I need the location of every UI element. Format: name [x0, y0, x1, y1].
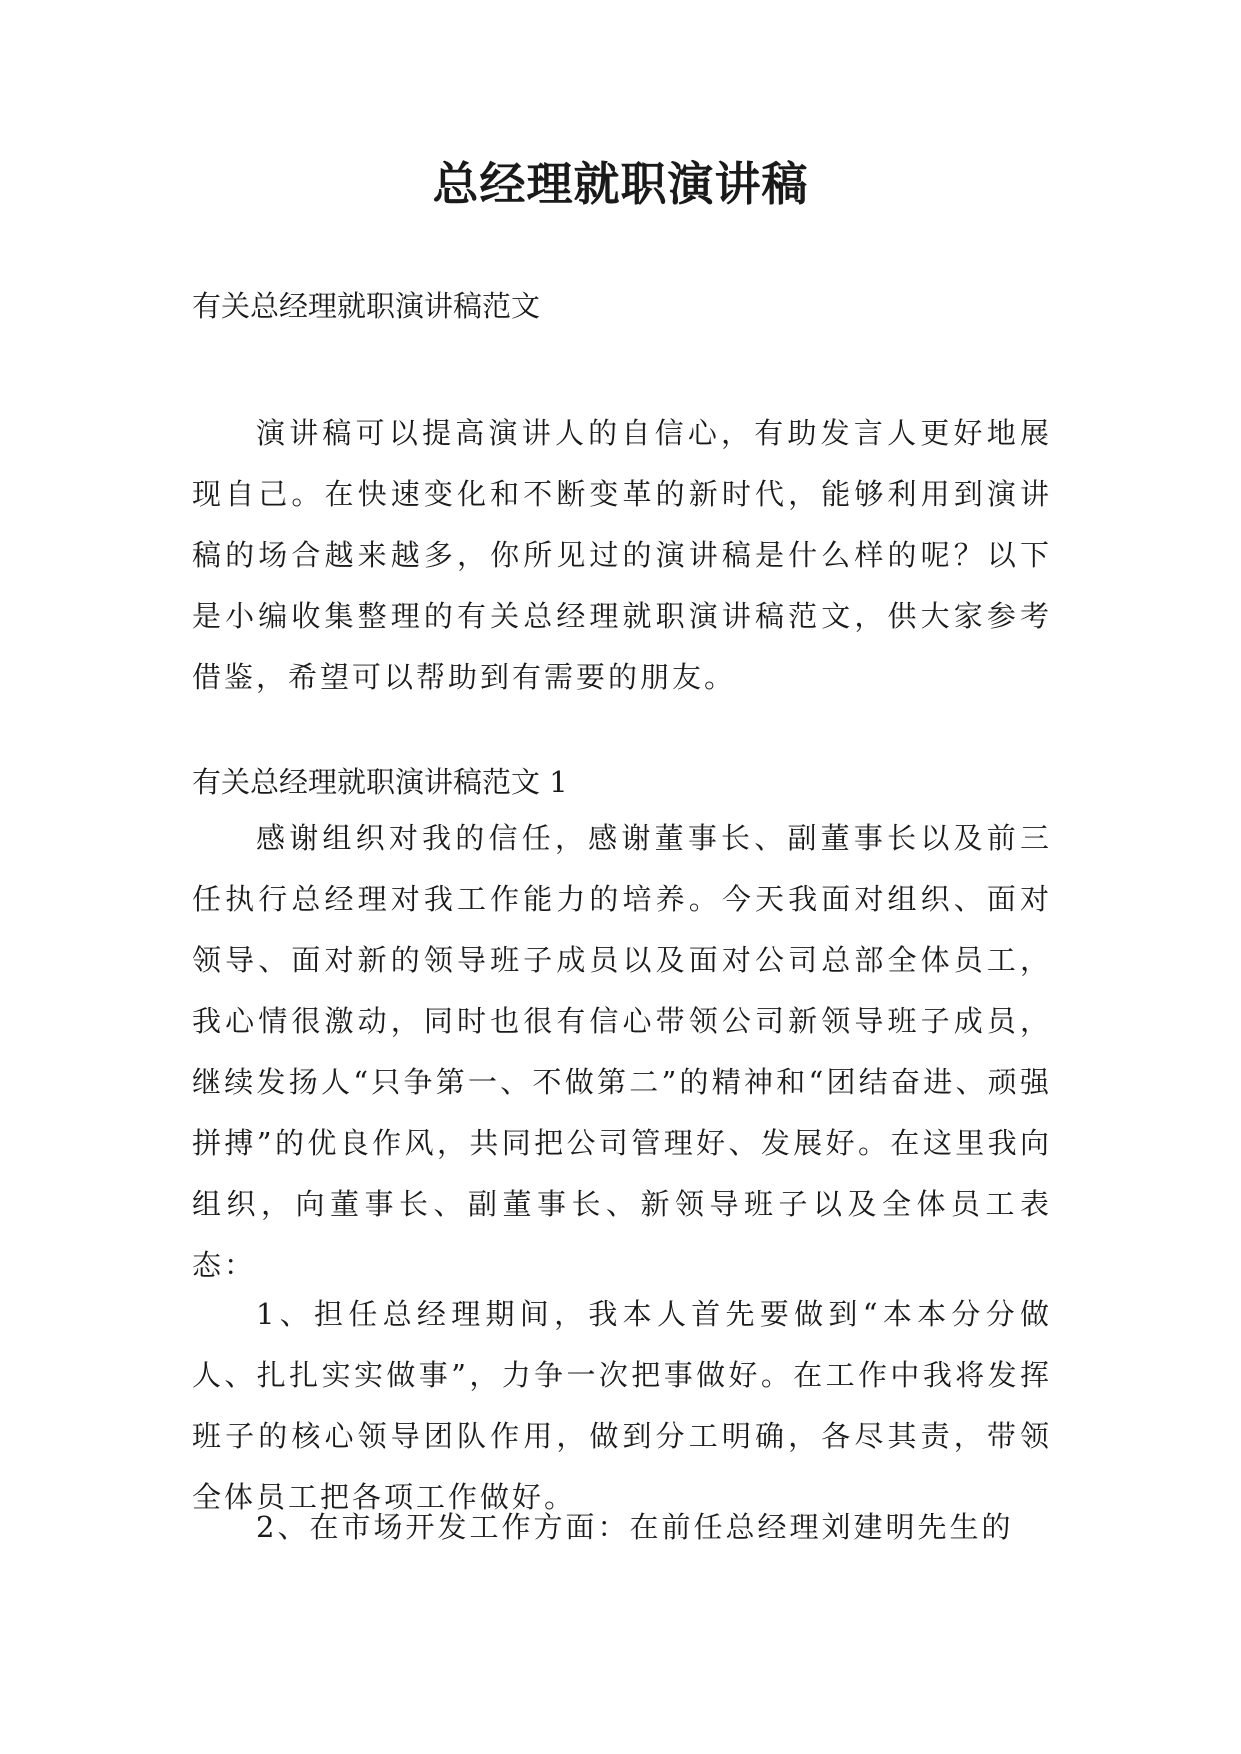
- body-paragraph: 感谢组织对我的信任，感谢董事长、副董事长以及前三任执行总经理对我工作能力的培养。今天我面对组织、面对领导、面对新的领导班子成员以及面对公司总部全体员工，我心情很激动，同时也很有信心带领公司新领导班子成员，继续发扬人“只争第一、不做第二”的精神和“团结奋进、顽强拼搏”的优良作风，共同把公司管理好、发展好。在这里我向组织，向董事长、副董事长、新领导班子以及全体员工表态：: [192, 821, 1052, 1282]
- intro-paragraph: 演讲稿可以提高演讲人的自信心，有助发言人更好地展现自己。在快速变化和不断变革的新时代，能够利用到演讲稿的场合越来越多，你所见过的演讲稿是什么样的呢？以下是小编收集整理的有关总经理就职演讲稿范文，供大家参考借鉴，希望可以帮助到有需要的朋友。: [192, 416, 1052, 694]
- body-paragraph: 1、担任总经理期间，我本人首先要做到“本本分分做人、扎扎实实做事”，力争一次把事做好。在工作中我将发挥班子的核心领导团队作用，做到分工明确，各尽其责，带领全体员工把各项工作做好。: [192, 1297, 1052, 1514]
- body-paragraph: 2、在市场开发工作方面：在前任总经理刘建明先生的: [256, 1510, 1014, 1544]
- section-heading: 有关总经理就职演讲稿范文 1: [192, 765, 568, 799]
- document-subtitle: 有关总经理就职演讲稿范文: [192, 289, 541, 323]
- document-title: 总经理就职演讲稿: [432, 157, 809, 211]
